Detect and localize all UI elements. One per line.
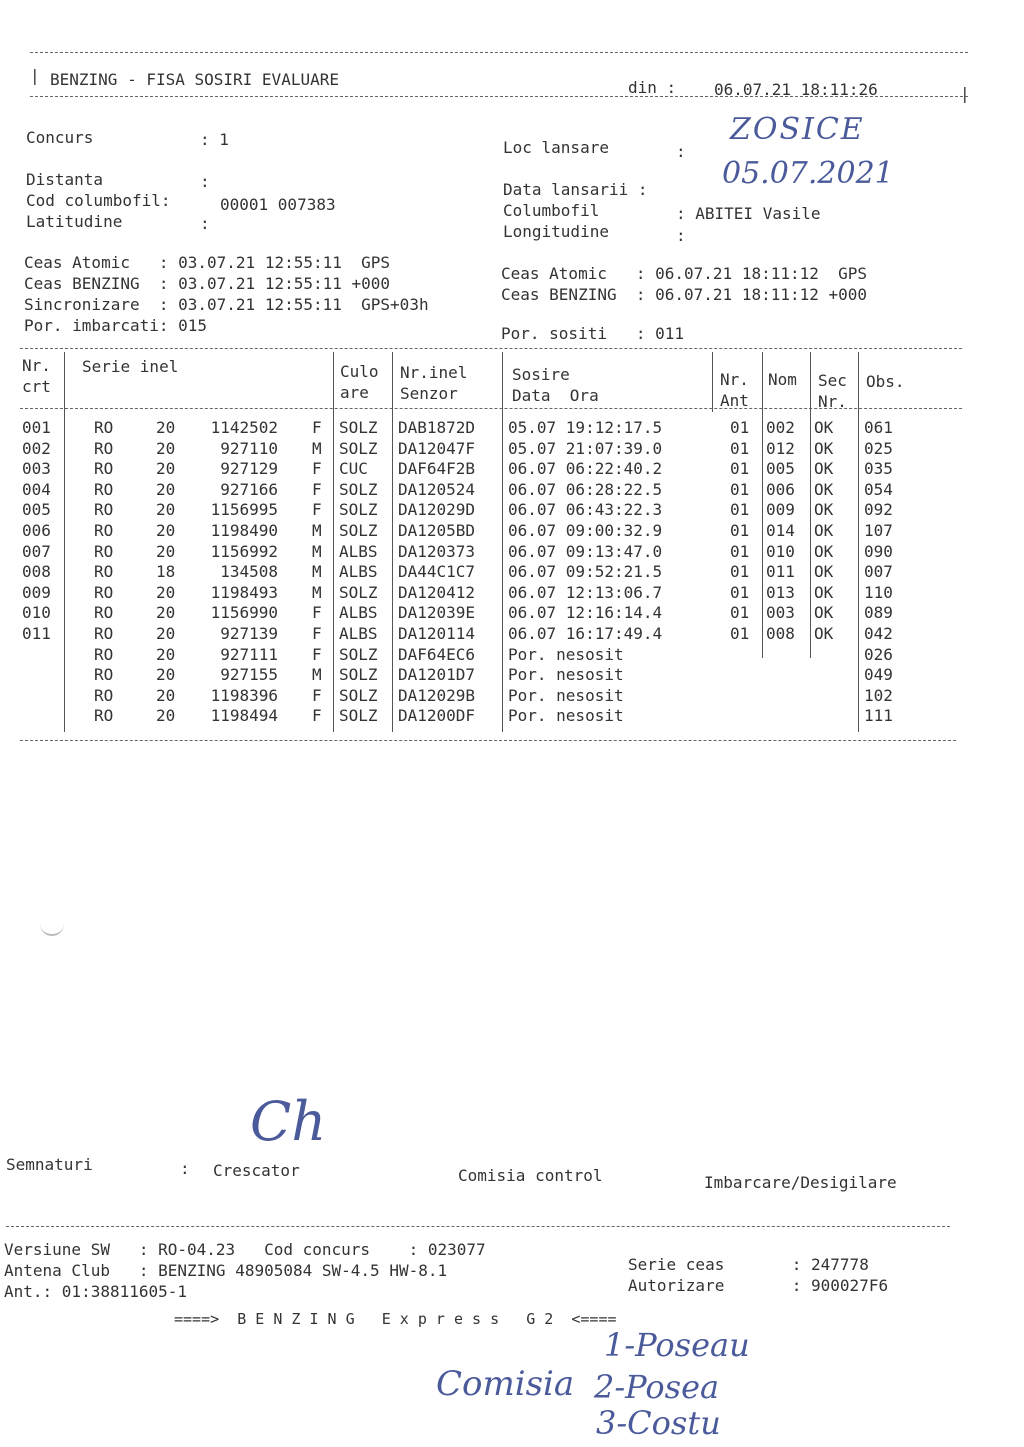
row-color: SOLZ <box>339 500 378 520</box>
print-date-label: din : <box>628 78 677 97</box>
columbofil-value: : ABITEI Vasile <box>676 204 821 223</box>
row-ring-number: 1142502 <box>210 418 278 437</box>
row-country: RO <box>94 459 114 479</box>
row-year: 20 <box>156 603 176 623</box>
row-sensor-ring: DA12029D <box>398 500 476 520</box>
row-ring-number: 1198396 <box>210 685 278 705</box>
row-number: 002 <box>22 438 51 458</box>
imbarcare-desigilare-label: Imbarcare/Desigilare <box>704 1173 897 1192</box>
row-sensor-ring: DA120373 <box>398 541 476 561</box>
row-obs: 090 <box>864 541 893 561</box>
row-sex: F <box>312 685 322 705</box>
row-ring-number: 927139 <box>220 624 278 643</box>
row-sec: OK <box>814 500 834 520</box>
header-nr-inel-2: Senzor <box>400 384 458 403</box>
header-left-bar: | <box>30 66 40 85</box>
row-sensor-ring: DA12047F <box>398 438 476 458</box>
handwritten-comisia: Comisia <box>436 1364 575 1404</box>
row-year: 20 <box>156 541 176 561</box>
benzing-express-banner: ====> B E N Z I N G E x p r e s s G 2 <==== <box>174 1310 617 1328</box>
row-number: 009 <box>22 582 51 602</box>
row-color: SOLZ <box>339 706 378 726</box>
table-row <box>0 418 1000 439</box>
row-obs: 026 <box>864 644 893 664</box>
row-antenna: 01 <box>730 418 750 437</box>
row-sex: F <box>312 479 322 499</box>
table-top-border <box>20 348 962 349</box>
row-antenna: 01 <box>730 603 750 623</box>
row-sensor-ring: DA12029B <box>398 685 476 705</box>
row-year: 20 <box>156 624 176 643</box>
cod-columbofil-value: 00001 007383 <box>220 195 336 214</box>
row-sec: OK <box>814 479 834 499</box>
row-obs: 092 <box>864 500 893 520</box>
row-ring-number: 1156990 <box>210 603 278 623</box>
table-row <box>0 706 1000 727</box>
longitudine-label: Longitudine <box>503 222 609 241</box>
table-row <box>0 500 1000 521</box>
row-nom: 011 <box>766 562 795 582</box>
header-sosire-1: Sosire <box>512 365 570 384</box>
row-sex: M <box>312 582 322 602</box>
row-sensor-ring: DAF64F2B <box>398 459 476 479</box>
row-arrival: 06.07 16:17:49.4 <box>508 624 663 643</box>
table-row <box>0 521 1000 542</box>
row-antenna: 01 <box>730 541 750 561</box>
row-color: SOLZ <box>339 521 378 540</box>
row-sex: F <box>312 459 322 479</box>
row-obs: 061 <box>864 418 893 437</box>
handwritten-crescator-signature: Ch <box>250 1090 327 1153</box>
row-year: 20 <box>156 685 176 705</box>
row-color: ALBS <box>339 624 378 643</box>
header-sec-2: Nr. <box>818 392 847 411</box>
row-sex: F <box>312 706 322 726</box>
row-arrival: 06.07 09:00:32.9 <box>508 521 663 540</box>
row-nom: 010 <box>766 541 795 561</box>
row-arrival: Por. nesosit <box>508 665 624 685</box>
row-country: RO <box>94 603 114 623</box>
row-number: 003 <box>22 459 51 479</box>
row-year: 20 <box>156 479 176 499</box>
row-number: 006 <box>22 521 51 540</box>
handwritten-member-3: 3-Costu <box>596 1404 721 1442</box>
row-sec: OK <box>814 562 834 582</box>
cod-columbofil-label: Cod columbofil: <box>26 191 171 210</box>
concurs-value: : 1 <box>200 130 229 149</box>
row-year: 20 <box>156 459 176 479</box>
row-country: RO <box>94 541 114 561</box>
serie-ceas: Serie ceas : 247778 <box>628 1255 869 1274</box>
comisia-control-label: Comisia control <box>458 1166 603 1185</box>
row-country: RO <box>94 624 114 643</box>
row-antenna: 01 <box>730 438 750 458</box>
row-obs: 107 <box>864 521 893 540</box>
row-year: 20 <box>156 438 176 458</box>
row-obs: 111 <box>864 706 893 726</box>
row-year: 20 <box>156 644 176 664</box>
row-ring-number: 927111 <box>220 644 278 664</box>
row-year: 20 <box>156 706 176 726</box>
row-number: 001 <box>22 418 51 437</box>
header-nr: Nr. <box>22 356 51 375</box>
header-culoare-2: are <box>340 383 369 402</box>
table-bottom-border <box>20 740 956 741</box>
columbofil-label: Columbofil <box>503 201 600 220</box>
row-color: SOLZ <box>339 418 378 437</box>
row-nom: 002 <box>766 418 795 437</box>
row-sex: M <box>312 562 322 582</box>
table-row <box>0 583 1000 604</box>
autorizare: Autorizare : 900027F6 <box>628 1276 889 1295</box>
handwritten-member-2: 2-Posea <box>594 1368 720 1406</box>
row-obs: 054 <box>864 479 893 499</box>
row-country: RO <box>94 418 114 437</box>
header-sec-1: Sec <box>818 371 847 390</box>
row-country: RO <box>94 438 114 458</box>
row-country: RO <box>94 685 114 705</box>
row-sensor-ring: DA44C1C7 <box>398 562 476 582</box>
print-date-value: 06.07.21 18:11:26 <box>714 80 878 99</box>
row-sec: OK <box>814 459 834 479</box>
row-country: RO <box>94 582 114 602</box>
loc-lansare-value: : <box>676 142 686 161</box>
table-row <box>0 542 1000 563</box>
row-color: ALBS <box>339 562 378 582</box>
row-sex: F <box>312 500 322 520</box>
row-obs: 102 <box>864 685 893 705</box>
header-nom: Nom <box>768 370 797 389</box>
row-country: RO <box>94 665 114 685</box>
header-nr-ant-2: Ant <box>720 391 749 410</box>
header-right-bar: | <box>960 84 970 103</box>
row-sex: F <box>312 603 322 623</box>
header-serie-inel: Serie inel <box>82 357 179 376</box>
row-country: RO <box>94 521 114 540</box>
row-ring-number: 1198493 <box>210 582 278 602</box>
row-sex: M <box>312 665 322 685</box>
row-ring-number: 1156995 <box>210 500 278 520</box>
row-color: SOLZ <box>339 582 378 602</box>
row-sensor-ring: DA120114 <box>398 624 476 643</box>
header-sosire-2: Data Ora <box>512 386 599 405</box>
row-nom: 012 <box>766 438 795 458</box>
row-obs: 025 <box>864 438 893 458</box>
handwritten-loc-lansare: ZOSICE <box>730 112 865 147</box>
row-obs: 049 <box>864 665 893 685</box>
row-year: 20 <box>156 521 176 540</box>
semnaturi-colon: : <box>180 1159 190 1178</box>
row-ring-number: 927110 <box>220 438 278 458</box>
row-obs: 042 <box>864 624 893 643</box>
row-arrival: 06.07 09:52:21.5 <box>508 562 663 582</box>
row-year: 20 <box>156 418 176 437</box>
header-crt: crt <box>22 377 51 396</box>
row-country: RO <box>94 644 114 664</box>
row-obs: 089 <box>864 603 893 623</box>
row-sensor-ring: DAB1872D <box>398 418 476 437</box>
row-number: 011 <box>22 624 51 643</box>
row-sec: OK <box>814 418 834 437</box>
header-obs: Obs. <box>866 372 905 391</box>
row-sex: M <box>312 438 322 458</box>
row-arrival: 06.07 06:28:22.5 <box>508 479 663 499</box>
concurs-label: Concurs <box>26 128 94 147</box>
row-arrival: 05.07 19:12:17.5 <box>508 418 663 437</box>
row-year: 20 <box>156 582 176 602</box>
row-nom: 005 <box>766 459 795 479</box>
ceas-benzing-end: Ceas BENZING : 06.07.21 18:11:12 +000 <box>501 285 868 304</box>
row-sensor-ring: DA120524 <box>398 479 476 499</box>
ceas-atomic-end: Ceas Atomic : 06.07.21 18:11:12 GPS <box>501 264 868 283</box>
crescator-label: Crescator <box>213 1161 300 1180</box>
semnaturi-label: Semnaturi <box>6 1155 93 1174</box>
table-row <box>0 562 1000 583</box>
row-antenna: 01 <box>730 624 750 643</box>
row-color: SOLZ <box>339 665 378 685</box>
row-year: 18 <box>156 562 176 582</box>
table-row <box>0 665 1000 686</box>
row-color: SOLZ <box>339 685 378 705</box>
row-sensor-ring: DA12039E <box>398 603 476 623</box>
sincronizare: Sincronizare : 03.07.21 12:55:11 GPS+03h <box>24 295 429 314</box>
row-arrival: 06.07 09:13:47.0 <box>508 541 663 561</box>
row-ring-number: 927155 <box>220 665 278 685</box>
row-number: 005 <box>22 500 51 520</box>
document-title: BENZING - FISA SOSIRI EVALUARE <box>50 70 339 89</box>
row-ring-number: 134508 <box>220 562 278 582</box>
row-year: 20 <box>156 665 176 685</box>
ceas-benzing-start: Ceas BENZING : 03.07.21 12:55:11 +000 <box>24 274 391 293</box>
row-arrival: Por. nesosit <box>508 644 624 664</box>
handwritten-data-lansarii: 05.07.2021 <box>722 156 894 191</box>
row-country: RO <box>94 706 114 726</box>
longitudine-value: : <box>676 226 686 245</box>
table-row <box>0 459 1000 480</box>
footer-top-border <box>6 1226 950 1227</box>
row-ring-number: 1198490 <box>210 521 278 540</box>
latitudine-value: : <box>200 214 210 233</box>
row-antenna: 01 <box>730 562 750 582</box>
row-nom: 009 <box>766 500 795 520</box>
row-antenna: 01 <box>730 479 750 499</box>
row-year: 20 <box>156 500 176 520</box>
row-ring-number: 1156992 <box>210 541 278 561</box>
row-color: ALBS <box>339 603 378 623</box>
row-nom: 013 <box>766 582 795 602</box>
header-culoare-1: Culo <box>340 362 379 381</box>
table-row <box>0 603 1000 624</box>
row-sex: M <box>312 541 322 561</box>
row-sec: OK <box>814 438 834 458</box>
row-ring-number: 927129 <box>220 459 278 479</box>
row-sex: F <box>312 644 322 664</box>
row-color: SOLZ <box>339 438 378 458</box>
row-sensor-ring: DA1200DF <box>398 706 476 726</box>
row-arrival: 06.07 06:43:22.3 <box>508 500 663 520</box>
row-country: RO <box>94 479 114 499</box>
header-top-border <box>30 52 968 53</box>
row-obs: 110 <box>864 582 893 602</box>
row-number: 007 <box>22 541 51 561</box>
scan-mark <box>40 918 64 936</box>
antena-club: Antena Club : BENZING 48905084 SW-4.5 HW-8.1 <box>4 1261 448 1280</box>
col-divider-5 <box>712 352 713 412</box>
table-row <box>0 624 1000 645</box>
row-arrival: 06.07 06:22:40.2 <box>508 459 663 479</box>
row-sec: OK <box>814 541 834 561</box>
row-antenna: 01 <box>730 521 750 540</box>
table-row <box>0 439 1000 460</box>
row-arrival: Por. nesosit <box>508 706 624 726</box>
row-arrival: 06.07 12:13:06.7 <box>508 582 663 602</box>
row-sex: F <box>312 418 322 437</box>
row-sensor-ring: DA120412 <box>398 582 476 602</box>
header-nr-ant-1: Nr. <box>720 370 749 389</box>
antena-id: Ant.: 01:38811605-1 <box>4 1282 188 1301</box>
distanta-label: Distanta <box>26 170 104 189</box>
row-country: RO <box>94 500 114 520</box>
row-antenna: 01 <box>730 582 750 602</box>
porumbei-imbarcati: Por. imbarcati: 015 <box>24 316 208 335</box>
table-row <box>0 686 1000 707</box>
row-ring-number: 927166 <box>220 479 278 499</box>
table-row <box>0 480 1000 501</box>
row-sec: OK <box>814 624 834 643</box>
row-sex: M <box>312 521 322 540</box>
versiune-sw: Versiune SW : RO-04.23 Cod concurs : 023077 <box>4 1240 486 1259</box>
header-bottom-border <box>30 96 968 97</box>
row-ring-number: 1198494 <box>210 706 278 726</box>
row-color: ALBS <box>339 541 378 561</box>
loc-lansare-label: Loc lansare <box>503 138 609 157</box>
row-number: 004 <box>22 479 51 499</box>
row-nom: 008 <box>766 624 795 643</box>
row-antenna: 01 <box>730 459 750 479</box>
row-nom: 006 <box>766 479 795 499</box>
row-obs: 035 <box>864 459 893 479</box>
row-sec: OK <box>814 521 834 540</box>
header-nr-inel-1: Nr.inel <box>400 363 468 382</box>
data-lansarii-label: Data lansarii : <box>503 180 648 199</box>
row-color: CUC <box>339 459 368 479</box>
row-sensor-ring: DAF64EC6 <box>398 644 476 664</box>
table-row <box>0 645 1000 666</box>
row-country: RO <box>94 562 114 582</box>
row-obs: 007 <box>864 562 893 582</box>
ceas-atomic-start: Ceas Atomic : 03.07.21 12:55:11 GPS <box>24 253 391 272</box>
row-sensor-ring: DA1205BD <box>398 521 476 540</box>
row-nom: 014 <box>766 521 795 540</box>
row-arrival: Por. nesosit <box>508 685 624 705</box>
row-antenna: 01 <box>730 500 750 520</box>
row-color: SOLZ <box>339 479 378 499</box>
row-sec: OK <box>814 603 834 623</box>
row-sex: F <box>312 624 322 643</box>
handwritten-member-1: 1-Poseau <box>604 1326 750 1364</box>
row-nom: 003 <box>766 603 795 623</box>
row-arrival: 05.07 21:07:39.0 <box>508 438 663 458</box>
row-number: 010 <box>22 603 51 623</box>
distanta-value: : <box>200 172 210 191</box>
latitudine-label: Latitudine <box>26 212 123 231</box>
row-sec: OK <box>814 582 834 602</box>
row-sensor-ring: DA1201D7 <box>398 665 476 685</box>
porumbei-sositi: Por. sositi : 011 <box>501 324 685 343</box>
row-arrival: 06.07 12:16:14.4 <box>508 603 663 623</box>
row-number: 008 <box>22 562 51 582</box>
row-color: SOLZ <box>339 644 378 664</box>
